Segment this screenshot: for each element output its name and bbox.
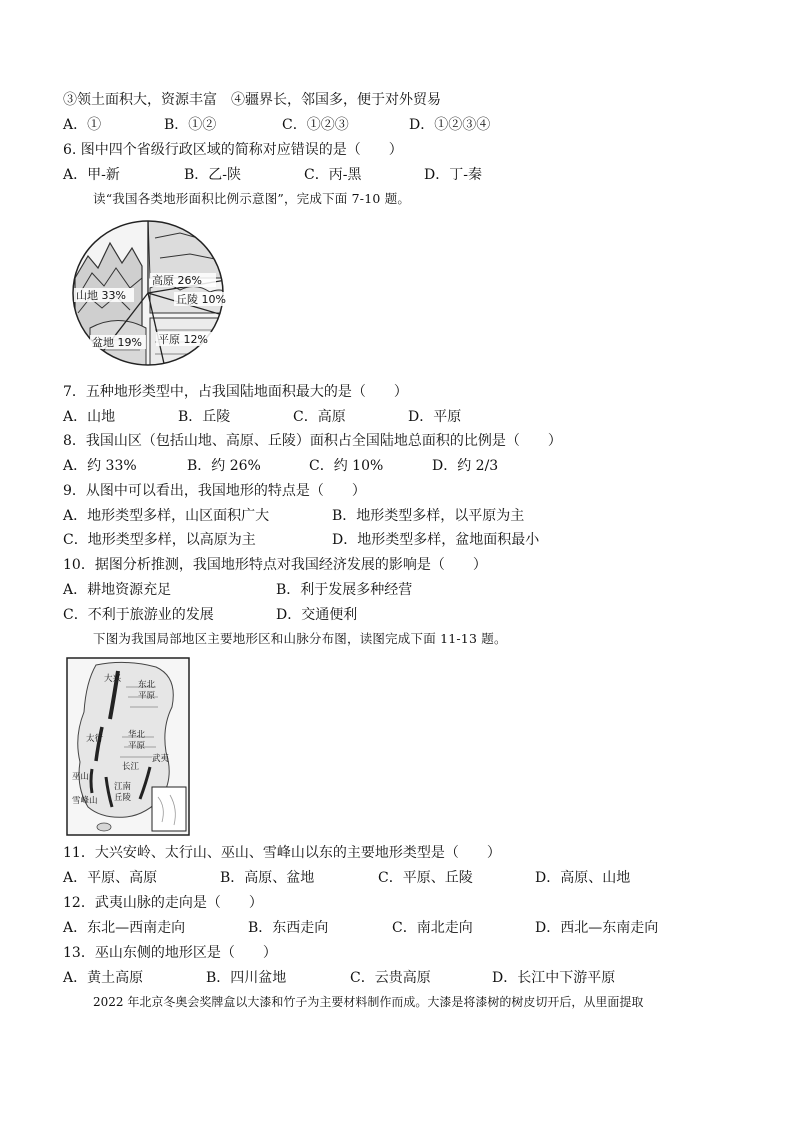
map-label-xuefeng: 雪峰山 xyxy=(72,796,98,806)
q9-option-b[interactable]: B．地形类型多样，以平原为主 xyxy=(332,508,525,524)
q9-option-d[interactable]: D．地形类型多样，盆地面积最小 xyxy=(332,532,540,548)
q8-option-b[interactable]: B．约 26% xyxy=(187,458,261,474)
q6-option-c[interactable]: C．丙-黑 xyxy=(304,167,362,183)
q13-option-a[interactable]: A．黄土高原 xyxy=(63,970,144,986)
map-label-pingyuan-1: 平原 xyxy=(138,691,156,701)
q12-option-b[interactable]: B．东西走向 xyxy=(248,920,329,936)
q6-option-d[interactable]: D．丁-秦 xyxy=(424,167,482,183)
q8-option-a[interactable]: A．约 33% xyxy=(63,458,137,474)
q5-continued-text: ③领土面积大，资源丰富 ④疆界长，邻国多，便于对外贸易 xyxy=(63,92,441,108)
map-label-pingyuan-2: 平原 xyxy=(128,741,146,751)
q5-option-b[interactable]: B．①② xyxy=(164,117,217,133)
terrain-pie-figure xyxy=(70,218,226,368)
intro-next-question: 2022 年北京冬奥会奖牌盒以大漆和竹子为主要材料制作而成。大漆是将漆树的树皮切开后，从里面提取 xyxy=(93,995,644,1009)
map-label-daxing: 大兴 xyxy=(104,674,122,684)
q11-stem: 11．大兴安岭、太行山、巫山、雪峰山以东的主要地形类型是（ ） xyxy=(63,845,501,861)
pie-label-basin: 盆地 19% xyxy=(92,336,142,349)
q12-option-c[interactable]: C．南北走向 xyxy=(392,920,473,936)
map-label-dongbei: 东北 xyxy=(138,680,156,690)
q5-option-a[interactable]: A．① xyxy=(63,117,102,133)
map-label-changjiang: 长江 xyxy=(122,762,140,772)
terrain-map-svg xyxy=(66,657,190,836)
terrain-pie-svg xyxy=(70,218,226,368)
q13-option-c[interactable]: C．云贵高原 xyxy=(350,970,431,986)
q6-stem: 6. 图中四个省级行政区域的简称对应错误的是（ ） xyxy=(63,142,403,158)
q9-option-a[interactable]: A．地形类型多样，山区面积广大 xyxy=(63,508,270,524)
map-label-taihang: 太行 xyxy=(86,734,104,744)
intro-11-13: 下图为我国局部地区主要地形区和山脉分布图，读图完成下面 11-13 题。 xyxy=(93,631,507,646)
pie-label-mountain: 山地 33% xyxy=(76,289,126,302)
q9-stem: 9．从图中可以看出，我国地形的特点是（ ） xyxy=(63,483,366,499)
q6-option-b[interactable]: B．乙-陕 xyxy=(184,167,242,183)
q12-stem: 12．武夷山脉的走向是（ ） xyxy=(63,895,263,911)
q7-stem: 7．五种地形类型中，占我国陆地面积最大的是（ ） xyxy=(63,384,408,400)
q8-option-d[interactable]: D．约 2/3 xyxy=(432,458,499,474)
map-label-jiangnan: 江南 xyxy=(114,782,132,792)
q5-option-c[interactable]: C．①②③ xyxy=(282,117,349,133)
q10-stem: 10．据图分析推测，我国地形特点对我国经济发展的影响是（ ） xyxy=(63,557,487,573)
q10-option-a[interactable]: A．耕地资源充足 xyxy=(63,582,172,598)
q7-option-a[interactable]: A．山地 xyxy=(63,409,116,425)
map-label-wushan: 巫山 xyxy=(72,772,90,782)
terrain-map-figure xyxy=(66,657,190,836)
pie-label-plateau: 高原 26% xyxy=(152,274,202,287)
q8-option-c[interactable]: C．约 10% xyxy=(309,458,384,474)
q13-option-d[interactable]: D．长江中下游平原 xyxy=(492,970,616,986)
q6-option-a[interactable]: A．甲-新 xyxy=(63,167,120,183)
q11-option-d[interactable]: D．高原、山地 xyxy=(535,870,631,886)
pie-label-plain: 平原 12% xyxy=(158,333,208,346)
intro-7-10: 读“我国各类地形面积比例示意图”，完成下面 7-10 题。 xyxy=(93,191,411,206)
map-label-wuyi: 武夷 xyxy=(152,754,170,764)
q5-option-d[interactable]: D．①②③④ xyxy=(409,117,491,133)
q8-stem: 8．我国山区（包括山地、高原、丘陵）面积占全国陆地总面积的比例是（ ） xyxy=(63,433,562,449)
map-label-huabei: 华北 xyxy=(128,730,146,740)
q10-option-d[interactable]: D．交通便利 xyxy=(276,607,358,623)
q13-stem: 13．巫山东侧的地形区是（ ） xyxy=(63,945,277,961)
q11-option-a[interactable]: A．平原、高原 xyxy=(63,870,158,886)
q10-option-c[interactable]: C．不利于旅游业的发展 xyxy=(63,607,214,623)
map-label-qiuling: 丘陵 xyxy=(114,793,132,803)
q7-option-c[interactable]: C．高原 xyxy=(293,409,346,425)
pie-label-hills: 丘陵 10% xyxy=(176,293,226,306)
q12-option-a[interactable]: A．东北—西南走向 xyxy=(63,920,186,936)
q10-option-b[interactable]: B．利于发展多种经营 xyxy=(276,582,413,598)
q11-option-c[interactable]: C．平原、丘陵 xyxy=(378,870,473,886)
q13-option-b[interactable]: B．四川盆地 xyxy=(206,970,287,986)
q7-option-d[interactable]: D．平原 xyxy=(408,409,462,425)
q12-option-d[interactable]: D．西北—东南走向 xyxy=(535,920,659,936)
q11-option-b[interactable]: B．高原、盆地 xyxy=(220,870,315,886)
q7-option-b[interactable]: B．丘陵 xyxy=(178,409,231,425)
q9-option-c[interactable]: C．地形类型多样，以高原为主 xyxy=(63,532,256,548)
